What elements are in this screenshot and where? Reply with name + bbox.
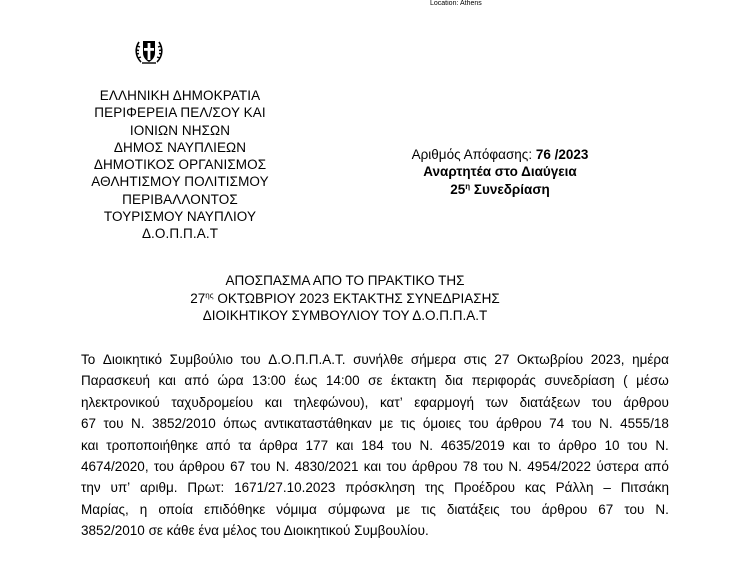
issuer-line: Δ.Ο.Π.Π.Α.Τ (141, 226, 219, 242)
body-line: Το Διοικητικό Συμβούλιο του Δ.Ο.Π.Π.Α.Τ. συνήλθε σήμερα στις 27 Οκτωβρίου 2023, ημέρα (81, 352, 669, 367)
body-line: 3852/2010 σε κάθε ένα μέλος του Διοικητικού Συμβουλίου. (81, 523, 429, 539)
body-paragraph (81, 349, 669, 542)
title-line: ΔΙΟΙΚΗΤΙΚΟΥ ΣΥΜΒΟΥΛΙΟΥ ΤΟΥ Δ.Ο.Π.Π.Α.Τ (202, 308, 488, 323)
body-line: Παρασκευή και από ώρα 13:00 έως 14:00 σε έκτακτη δια περιφοράς συνεδρίαση ( μέσω (81, 373, 669, 389)
issuer-line: ΠΕΡΙΦΕΡΕΙΑ ΠΕΛ/ΣΟΥ ΚΑΙ (94, 105, 266, 121)
posted-label: Αναρτητέα στο Διαύγεια (423, 164, 577, 180)
issuer-block (60, 87, 300, 243)
issuer-line: ΤΟΥΡΙΣΜΟΥ ΝΑΥΠΛΙΟΥ (103, 209, 257, 225)
decision-number-line (380, 146, 620, 163)
issuer-line: ΕΛΛΗΝΙΚΗ ΔΗΜΟΚΡΑΤΙΑ (99, 88, 261, 103)
title-line: ΑΠΟΣΠΑΣΜΑ ΑΠΟ ΤΟ ΠΡΑΚΤΙΚΟ ΤΗΣ (225, 273, 465, 288)
body-line: 67 του Ν. 3852/2010 όπως αντικαταστάθηκαν με τις όμοιες του άρθρου 74 του Ν. 4555/18 (81, 416, 669, 432)
body-line: Μαρίας, η οποία επιδόθηκε νόμιμα σύμφωνα με τις διατάξεις του άρθρου 67 του Ν. (81, 501, 669, 517)
session-label: $25^\eta$ Συνεδρίαση (450, 181, 550, 197)
issuer-line: ΑΘΛΗΤΙΣΜΟΥ ΠΟΛΙΤΙΣΜΟΥ (91, 174, 269, 190)
issuer-line: ΔΗΜΟΤΙΚΟΣ ΟΡΓΑΝΙΣΜΟΣ (93, 157, 267, 173)
body-line: και τροποποιήθηκε από τα άρθρα 177 και 184 του Ν. 4635/2019 και το άρθρο 10 του Ν. (81, 437, 669, 453)
title-line: $27^{\eta\varsigma}$ ΟΚΤΩΒΡΙΟΥ 2023 ΕΚΤΑΚΤΗΣ ΣΥΝΕΔΡΙΑΣΗΣ (190, 290, 500, 306)
body-line: την υπ’ αριθμ. Πρωτ: 1671/27.10.2023 πρόσκληση της Προέδρου κας Ράλλη – Πιτσάκη (81, 480, 669, 496)
issuer-line: ΠΕΡΙΒΑΛΛΟΝΤΟΣ (122, 191, 238, 207)
location-label: Location: Athens (430, 0, 482, 7)
greek-coat-of-arms-icon (133, 36, 165, 68)
decision-block (380, 146, 620, 198)
decision-number-value: 76 /2023 (535, 147, 589, 162)
body-line: 4674/2020, του άρθρου 67 του Ν. 4830/2021 και του άρθρου 78 του Ν. 4954/2022 ύστερα από (81, 458, 669, 474)
issuer-line: ΙΟΝΙΩΝ ΝΗΣΩΝ (129, 122, 231, 138)
decision-number-label: Αριθμός Απόφασης: (411, 147, 536, 162)
body-line: ηλεκτρονικού ταχυδρομείου και τηλεφώνου), κατ’ εφαρμογή των διατάξεων του άρθρου (81, 394, 669, 410)
document-title (160, 272, 530, 325)
issuer-line: ΔΗΜΟΣ ΝΑΥΠΛΙΕΩΝ (113, 139, 247, 155)
